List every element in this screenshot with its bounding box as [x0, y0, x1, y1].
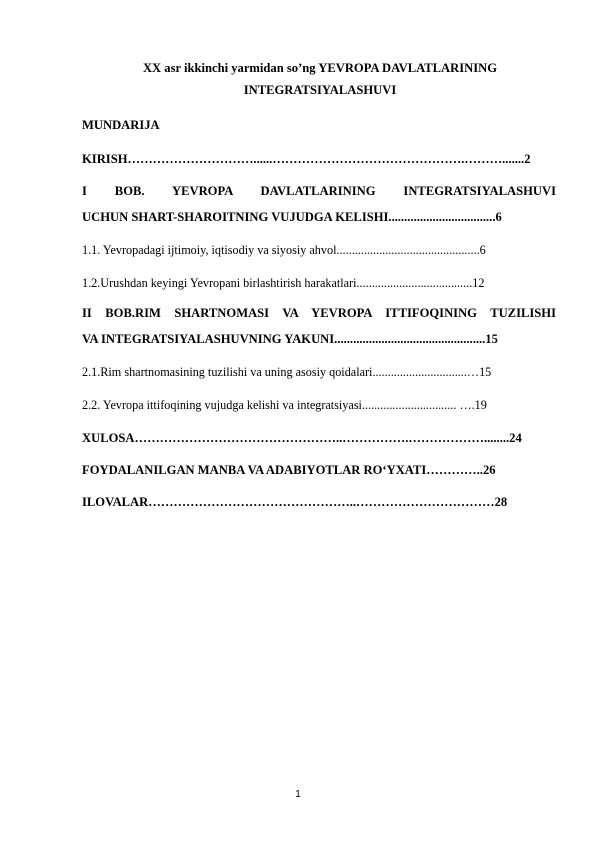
toc-entry-conclusion: XULOSA…………………………………………..…………….………………........24 [82, 431, 522, 445]
toc-entry-chapter-2-line-2: VA INTEGRATSIYALASHUVNING YAKUNI................................................15 [82, 332, 498, 346]
toc-entry-section-1-2: 1.2.Urushdan keyingi Yevropani birlashtirish harakatlari......................................12 [82, 276, 485, 290]
toc-entry-chapter-1-line-2: UCHUN SHART-SHAROITNING VUJUDGA KELISHI..................................6 [82, 210, 502, 224]
page-number: 1 [295, 789, 301, 800]
toc-entry-section-1-1: 1.1. Yevropadagi ijtimoiy, iqtisodiy va siyosiy ahvol...............................................6 [82, 243, 486, 257]
toc-entry-section-2-2: 2.2. Yevropa ittifoqining vujudga kelishi va integratsiyasi............................... ….19 [82, 398, 487, 412]
toc-entry-references: FOYDALANILGAN MANBA VA ADABIYOTLAR RO‘YXATI…………..26 [82, 463, 496, 477]
toc-entry-intro: KIRISH…………………………......……………………………………….……….......2 [82, 152, 531, 166]
toc-entry-appendices: ILOVALAR…………………………………………..……………………………28 [82, 495, 508, 509]
toc-entry-chapter-1-line-1: I BOB. YEVROPA DAVLATLARINING INTEGRATSIYALASHUVI [82, 184, 556, 198]
toc-entry-section-2-1: 2.1.Rim shartnomasining tuzilishi va uning asosiy qoidalari...............................…15 [82, 365, 492, 379]
document-title-line-2: INTEGRATSIYALASHUVI [243, 83, 397, 97]
contents-heading: MUNDARIJA [82, 118, 160, 132]
document-title-line-1: XX asr ikkinchi yarmidan so’ng YEVROPA DAVLATLARINING [142, 61, 498, 75]
toc-entry-chapter-2-line-1: II BOB.RIM SHARTNOMASI VA YEVROPA ITTIFOQINING TUZILISHI [82, 306, 556, 320]
